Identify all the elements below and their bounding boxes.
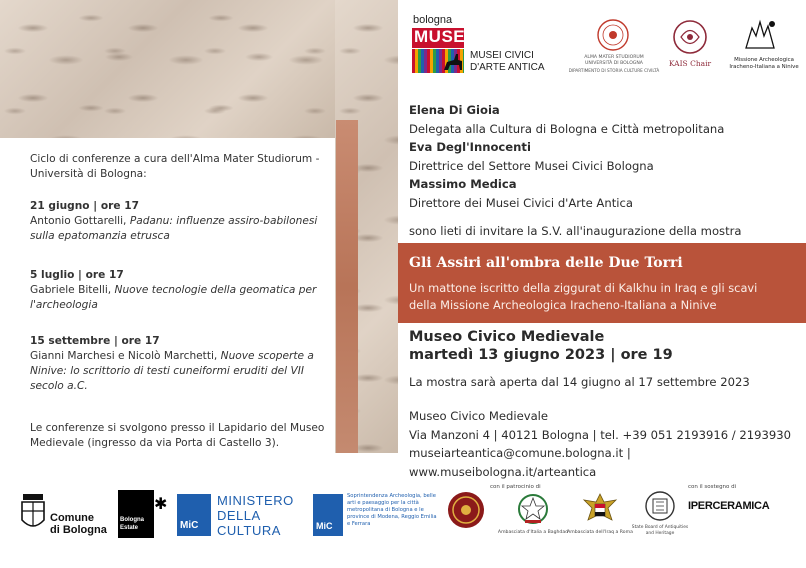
comune-bologna-logo: Comune di Bologna — [20, 490, 110, 540]
conference-item-1 — [30, 199, 335, 244]
conference-intro: Ciclo di conferenze a cura dell'Alma Mater Studiorum - Università di Bologna: — [30, 153, 320, 180]
conference-title: Nuove tecnologie della geomatica per l'archeologia — [30, 284, 317, 311]
event-venue: Museo Civico Medievale — [409, 329, 605, 345]
conference-speaker: Gianni Marchesi e Nicolò Marchetti, — [30, 350, 221, 362]
ministero-cultura-logo: MiC MINISTERO DELLA CULTURA — [177, 490, 305, 540]
state-board-antiquities-block: State Board of Antiquities and Heritage — [636, 490, 684, 546]
soprintendenza-logo: MiC Soprintendenza Archeologia, belle arti e paesaggio per la città metropolitana di Bologna e le province di Modena, Reggio Emilia e Ferrara — [313, 492, 435, 542]
conference-date: 5 luglio | ore 17 — [30, 269, 124, 281]
conference-title: Nuove scoperte a Ninive: lo scrittorio di testi cuneiformi eruditi del VII secolo a.C. — [30, 350, 314, 392]
exhibition-dates: La mostra sarà aperta dal 14 giugno al 17 settembre 2023 — [409, 375, 750, 389]
exhibition-title: Gli Assiri all'ombra delle Due Torri — [409, 255, 683, 271]
iraq-eagle-emblem-icon — [582, 490, 618, 528]
conference-item-3 — [30, 334, 335, 394]
patrocinio-label: con il patrocinio di — [490, 484, 541, 490]
hosts-block — [409, 101, 799, 212]
host-name: Elena Di Gioia — [409, 103, 500, 117]
host-role: Delegata alla Cultura di Bologna e Città metropolitana — [409, 121, 725, 136]
brick-mortar-band — [336, 120, 358, 453]
invite-text: sono lieti di invitare la S.V. all'inaugurazione della mostra — [409, 224, 742, 238]
iperceramica-logo: IPERCERAMICA — [688, 500, 770, 512]
host-name: Eva Degl'Innocenti — [409, 140, 531, 154]
contact-name: Museo Civico Medievale — [409, 409, 549, 423]
conference-item-2 — [30, 268, 335, 313]
conference-date: 15 settembre | ore 17 — [30, 335, 160, 347]
contact-address: Via Manzoni 4 | 40121 Bologna | tel. +39 051 2193916 / 2193930 — [409, 427, 792, 442]
host-role: Direttore dei Musei Civici d'Arte Antica — [409, 195, 633, 210]
contact-web: museiarteantica@comune.bologna.it | www.museibologna.it/arteantica — [409, 446, 631, 479]
host-name: Massimo Medica — [409, 177, 517, 191]
conference-speaker: Antonio Gottarelli, — [30, 215, 130, 227]
exhibition-subtitle-2: della Missione Archeologica Iracheno-Italiana a Ninive — [409, 298, 717, 312]
conference-date: 21 giugno | ore 17 — [30, 200, 139, 212]
event-datetime: martedì 13 giugno 2023 | ore 19 — [409, 347, 673, 363]
exhibition-subtitle-1: Un mattone iscritto della ziggurat di Kalkhu in Iraq e gli scavi — [409, 281, 758, 295]
brick-photo-top-left — [0, 0, 335, 138]
exhibition-banner — [398, 243, 806, 323]
musei-civici-logo: bologna MUSEI MUSEI CIVICI D'ARTE ANTICA — [413, 14, 545, 73]
state-board-emblem-icon — [644, 490, 676, 524]
missione-archeologica-logo: Missione Archeologica Iracheno-Italiana a Ninive — [724, 16, 804, 78]
bologna-estate-logo: ✱ Bologna Estate — [118, 490, 168, 540]
kais-chair-logo: KAIS Chair — [664, 18, 716, 74]
host-role: Direttrice del Settore Musei Civici Bologna — [409, 158, 654, 173]
comune-crest-icon — [20, 494, 46, 534]
contacts-block — [409, 407, 804, 481]
conference-footer: Le conferenze si svolgono presso il Lapidario del Museo Medievale (ingresso da via Porta di Castello 3). — [30, 422, 325, 449]
ambasciata-italia-logo — [440, 490, 492, 540]
italian-embassy-emblem-icon — [446, 490, 486, 530]
ambasciata-iraq-block: Ambasciata dell'Iraq a Roma — [566, 490, 634, 542]
kais-emblem-icon — [671, 18, 709, 56]
italian-republic-emblem-icon — [516, 492, 550, 526]
conference-speaker: Gabriele Bitelli, — [30, 284, 115, 296]
sostegno-label: con il sostegno di — [688, 484, 737, 490]
horse-rider-icon — [440, 48, 466, 74]
missione-emblem-icon — [742, 16, 782, 54]
conference-title: Padanu: influenze assiro-babilonesi sulla epatomanzia etrusca — [30, 215, 318, 242]
ambasciata-italia-block: Ambasciata d'Italia a Baghdad — [500, 492, 566, 542]
unibo-seal-icon — [596, 18, 630, 52]
unibo-logo: ALMA MATER STUDIORUM UNIVERSITÀ DI BOLOGNA DIPARTIMENTO DI STORIA CULTURE CIVILTÀ — [568, 18, 660, 82]
